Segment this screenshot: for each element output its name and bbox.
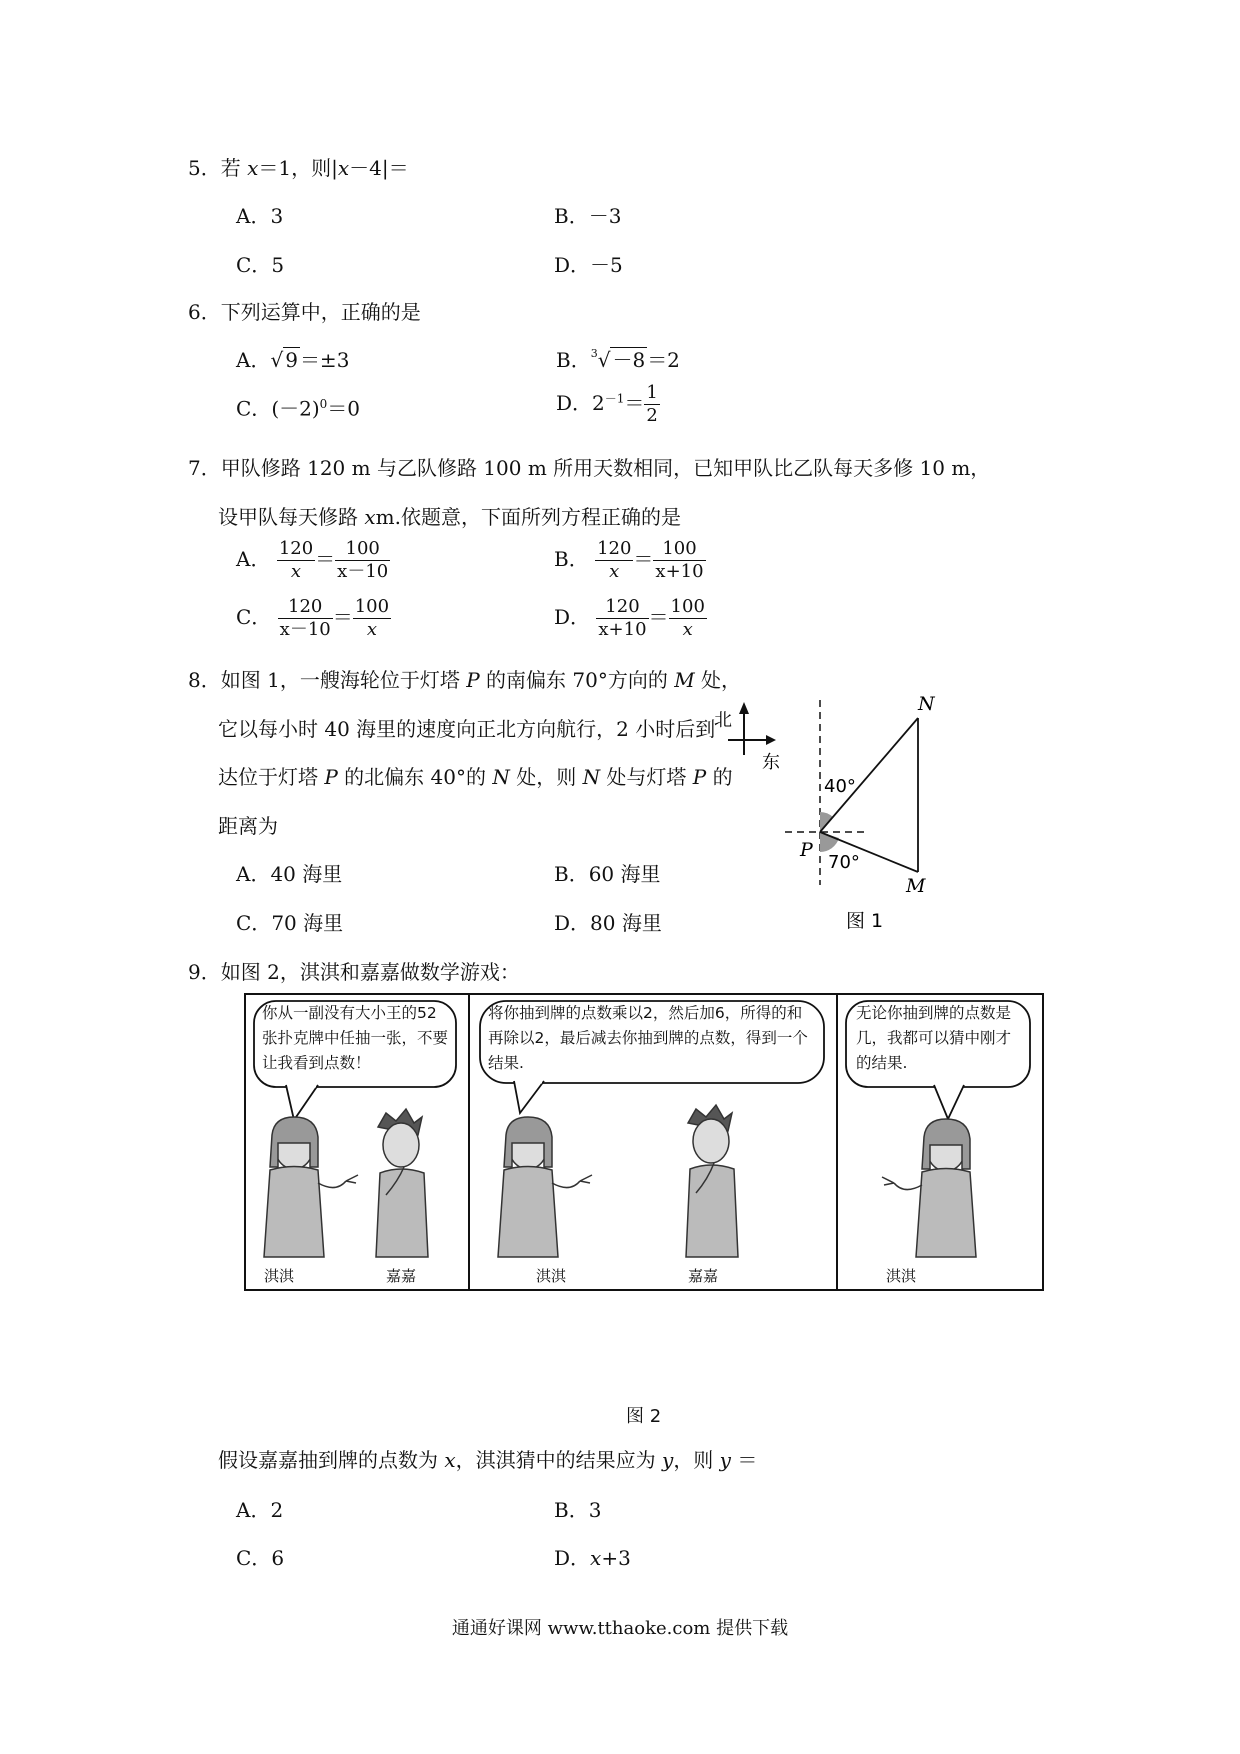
q7-option-b: B． $\frac{120}{x}$ ＝ $\frac{100}{x+10}$ <box>554 538 704 582</box>
q5-option-c: C．5 <box>236 253 285 277</box>
panel-3-speech: 无论你抽到牌的点数是几，我都可以猜中刚才的结果. <box>856 1004 1012 1072</box>
q7-stem-line2: 设甲队每天修路 xm.依题意，下面所列方程正确的是 <box>218 505 681 529</box>
qiqi-figure-icon <box>882 1119 976 1257</box>
q9-option-d: D．x+3 <box>554 1546 631 1570</box>
q7-stem-line1: 7．甲队修路 120 m 与乙队修路 100 m 所用天数相同，已知甲队比乙队每天多修 10 m， <box>188 456 991 480</box>
figure-1-diagram <box>700 680 960 940</box>
qiqi-figure-icon <box>264 1117 358 1257</box>
q9-option-a: A．2 <box>236 1498 284 1522</box>
footer-watermark: 通通好课网 www.tthaoke.com 提供下载 <box>451 1618 789 1639</box>
qiqi-figure-icon <box>498 1117 592 1257</box>
q6-option-d: D．$2^{-1}=$ $\frac{1}{2}$ <box>556 382 658 426</box>
q8-stem-line1: 8．如图 1，一艘海轮位于灯塔 P 的南偏东 70°方向的 M 处， <box>188 668 742 692</box>
panel-1-name-qiqi: 淇淇 <box>264 1267 295 1285</box>
q8-option-d: D．80 海里 <box>554 911 662 935</box>
figure-2-comic <box>244 993 1044 1291</box>
east-label: 东 <box>762 752 780 773</box>
q6-stem: 6．下列运算中，正确的是 <box>188 300 421 324</box>
point-p-label: P <box>800 839 813 861</box>
q7-option-d: D． $\frac{120}{x+10}$ ＝ $\frac{100}{x}$ <box>554 596 705 640</box>
q8-option-c: C．70 海里 <box>236 911 344 935</box>
q5-option-a: A．3 <box>236 204 284 228</box>
q8-option-a: A．40 海里 <box>236 862 343 886</box>
q6-option-b: B．$^3$√ －8 ＝2 <box>556 347 680 372</box>
figure-1-caption: 图 1 <box>846 910 884 932</box>
q9-follow-up: 假设嘉嘉抽到牌的点数为 x，淇淇猜中的结果应为 y，则 y ＝ <box>218 1448 758 1472</box>
q5-option-d: D．－5 <box>554 253 623 277</box>
point-m-label: M <box>906 875 926 897</box>
q8-option-b: B．60 海里 <box>554 862 661 886</box>
angle-40-label: 40° <box>824 776 856 797</box>
q8-stem-line2: 它以每小时 40 海里的速度向正北方向航行，2 小时后到 <box>218 717 716 741</box>
q9-stem: 9．如图 2，淇淇和嘉嘉做数学游戏： <box>188 960 520 984</box>
point-n-label: N <box>918 693 935 715</box>
q8-stem-line3: 达位于灯塔 P 的北偏东 40°的 N 处，则 N 处与灯塔 P 的 <box>218 765 733 789</box>
q7-option-c: C． $\frac{120}{x-10}$ ＝ $\frac{100}{x}$ <box>236 596 390 640</box>
panel-2-name-jiajia: 嘉嘉 <box>688 1267 719 1285</box>
panel-1-speech: 你从一副没有大小王的52张扑克牌中任抽一张，不要让我看到点数！ <box>262 1004 449 1072</box>
q6-option-a: A．√ 9 ＝±3 <box>236 348 350 372</box>
jiajia-figure-icon <box>376 1109 428 1257</box>
q8-stem-line4: 距离为 <box>218 814 278 838</box>
figure-2-caption: 图 2 <box>626 1406 662 1427</box>
jiajia-figure-icon <box>686 1105 738 1257</box>
q9-option-c: C．6 <box>236 1546 285 1570</box>
panel-1-name-jiajia: 嘉嘉 <box>386 1267 417 1285</box>
q6-option-c: C．$(-2)^0=0$ <box>236 396 361 421</box>
north-label: 北 <box>714 710 732 731</box>
panel-2-speech: 将你抽到牌的点数乘以2，然后加6，所得的和再除以2，最后减去你抽到牌的点数，得到一个结果. <box>488 1004 808 1072</box>
q5-option-b: B．－3 <box>554 204 622 228</box>
angle-70-label: 70° <box>828 852 860 873</box>
panel-3-name-qiqi: 淇淇 <box>886 1267 917 1285</box>
q7-option-a: A． $\frac{120}{x}$ ＝ $\frac{100}{x-10}$ <box>236 538 389 582</box>
panel-2-name-qiqi: 淇淇 <box>536 1267 567 1285</box>
q5-stem: 5．若 x＝1，则|x－4|＝ <box>188 156 409 180</box>
compass-icon <box>728 702 776 755</box>
q9-option-b: B．3 <box>554 1498 602 1522</box>
